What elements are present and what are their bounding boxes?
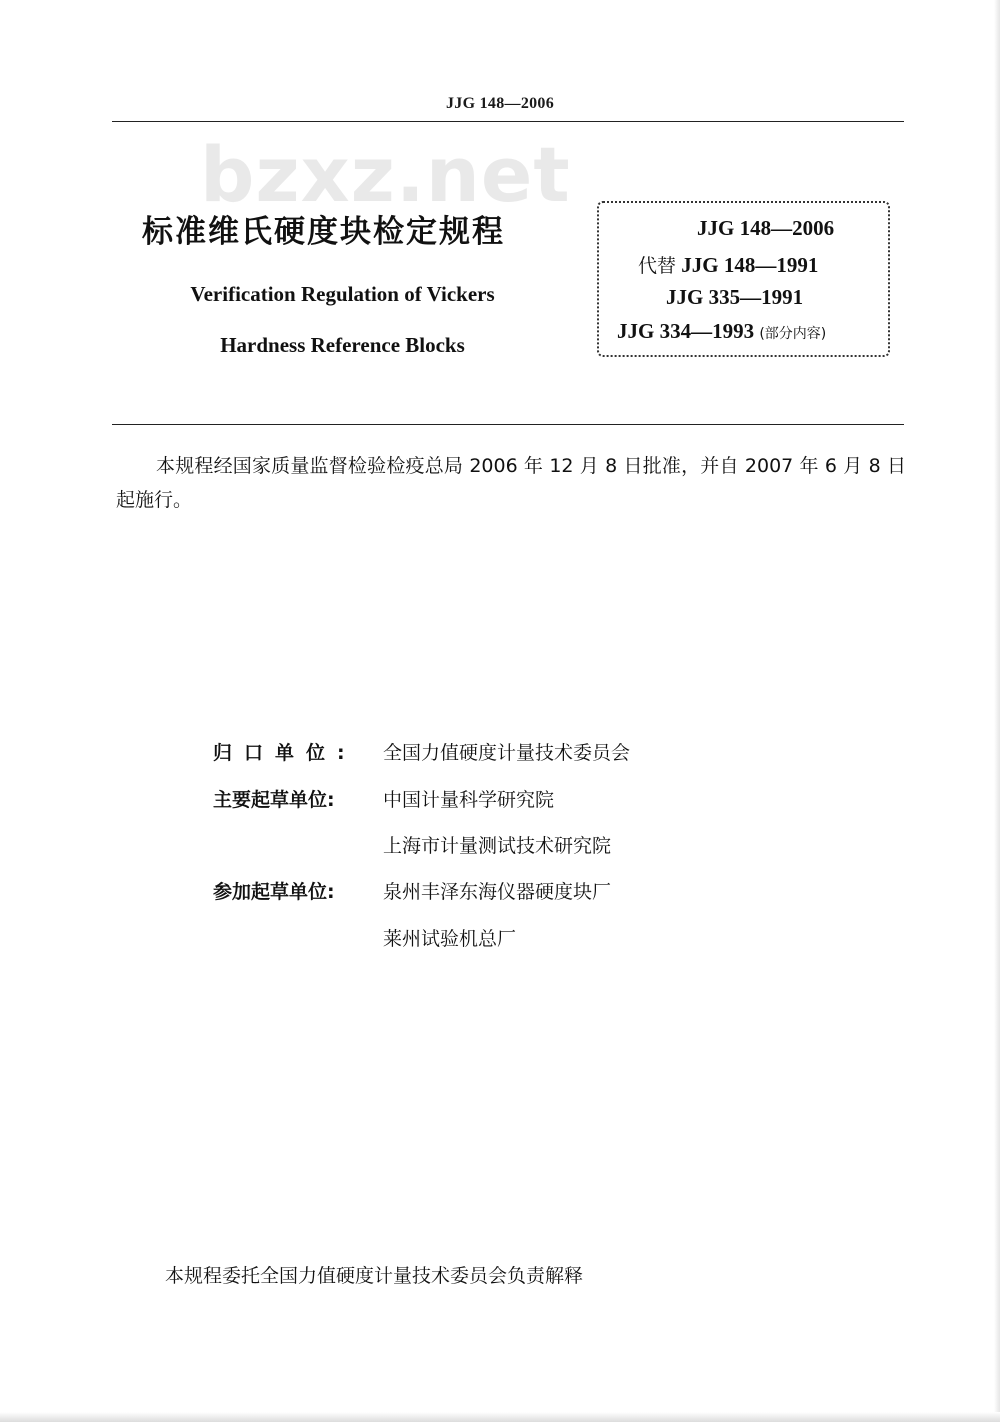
main-drafting-unit-2: 上海市计量测试技术研究院 [383, 835, 612, 857]
code-box-current-code: JJG 148—2006 [697, 216, 835, 240]
participating-unit-2: 莱州试验机总厂 [383, 928, 517, 950]
code-box-partial-line [617, 319, 826, 344]
watermark: bzxz.net [200, 130, 571, 219]
main-drafting-unit-1: 中国计量科学研究院 [383, 789, 555, 811]
participating-unit-label: 参加起草单位: [213, 881, 335, 903]
code-box-replaces-line [638, 251, 818, 278]
responsible-unit-label: 归口单位: [213, 742, 357, 764]
main-drafting-unit-label: 主要起草单位: [213, 789, 335, 811]
page-edge-shadow-right [994, 0, 1000, 1422]
participating-unit-1: 泉州丰泽东海仪器硬度块厂 [383, 881, 612, 903]
replaced-code-3: JJG 334—1993 [617, 319, 755, 343]
page-edge-shadow-bottom [0, 1412, 1000, 1422]
header-standard-code: JJG 148—2006 [445, 95, 555, 112]
replaces-label: 代替 [638, 255, 677, 277]
responsible-unit-value: 全国力值硬度计量技术委员会 [383, 742, 631, 764]
section-rule [112, 424, 904, 425]
title-chinese: 标准维氏硬度块检定规程 [142, 214, 505, 250]
title-english-line-2: Hardness Reference Blocks [220, 333, 465, 357]
replaced-code-2: JJG 335—1991 [666, 285, 804, 309]
title-english-line-1: Verification Regulation of Vickers [190, 282, 495, 306]
replaced-code-1: JJG 148—1991 [681, 253, 819, 277]
approval-statement: 本规程经国家质量监督检验检疫总局 2006 年 12 月 8 日批准，并自 2007 年 6 月 8 日起施行。 [116, 455, 906, 511]
interpretation-note: 本规程委托全国力值硬度计量技术委员会负责解释 [165, 1265, 584, 1287]
header-rule [112, 121, 904, 122]
partial-content-note: (部分内容) [759, 326, 827, 342]
